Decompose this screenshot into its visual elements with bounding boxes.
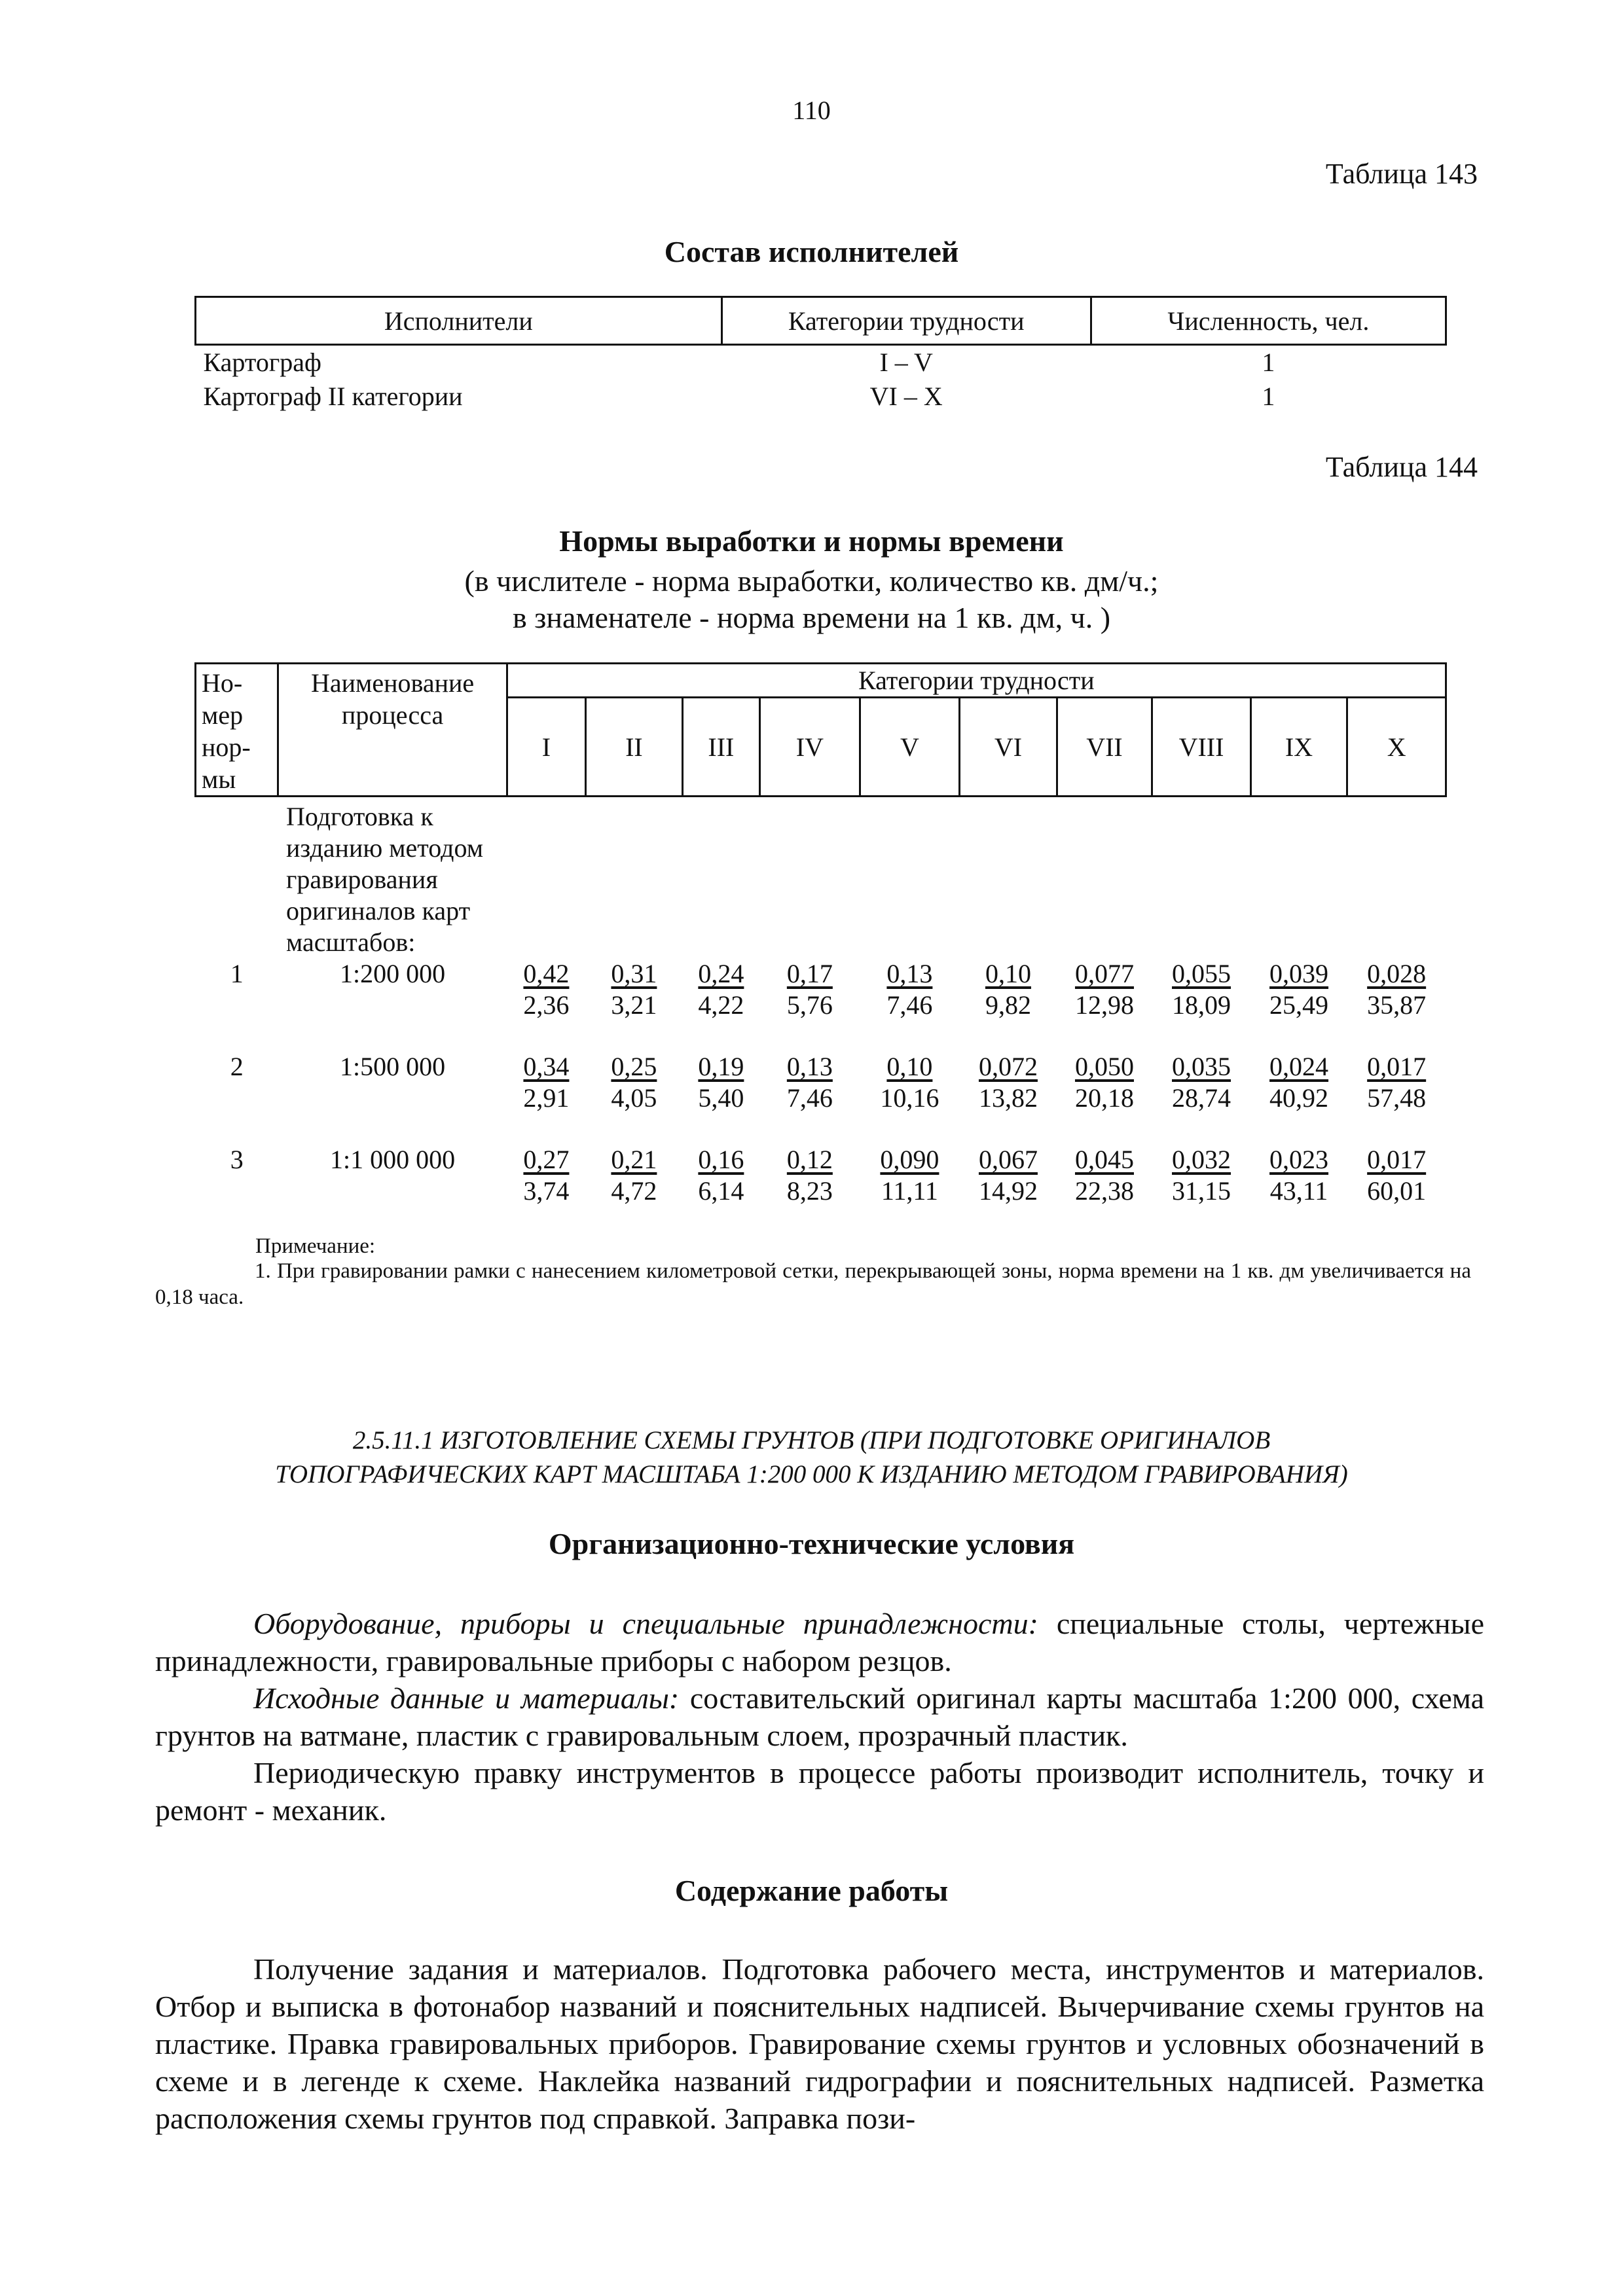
value-cell	[507, 958, 585, 1021]
numerator: 0,017	[1367, 1052, 1427, 1081]
category-header: IX	[1250, 698, 1347, 797]
header-cell: Категории трудности	[721, 297, 1091, 345]
denominator: 8,23	[786, 1176, 833, 1206]
table-row	[196, 1144, 1446, 1207]
numerator: 0,12	[786, 1145, 833, 1174]
denominator: 4,72	[611, 1176, 657, 1206]
row-number: 3	[230, 1145, 244, 1174]
denominator: 3,74	[523, 1176, 570, 1206]
work-content-title: Содержание работы	[674, 1874, 949, 1907]
table-143-title: Состав исполнителей	[664, 235, 959, 268]
category-header: VIII	[1152, 698, 1251, 797]
table-cell: I – V	[879, 348, 933, 377]
value-cell	[760, 1051, 860, 1114]
denominator: 3,21	[611, 990, 657, 1020]
denominator: 57,48	[1367, 1083, 1427, 1113]
paragraph-equipment	[155, 1605, 1484, 1679]
denominator: 14,92	[978, 1176, 1038, 1206]
paragraph-materials	[155, 1679, 1484, 1754]
denominator: 40,92	[1269, 1083, 1329, 1113]
value-cell	[960, 1144, 1057, 1207]
group-label-line: масштабов:	[285, 927, 416, 957]
value-cell	[1152, 1144, 1251, 1207]
value-cell	[960, 958, 1057, 1021]
denominator: 5,40	[698, 1083, 744, 1113]
numerator: 0,25	[611, 1052, 657, 1081]
numerator: 0,24	[698, 959, 744, 988]
value-cell	[1347, 1051, 1446, 1114]
value-cell	[860, 1051, 960, 1114]
value-cell	[1347, 1144, 1446, 1207]
header-categories: Категории трудности	[507, 664, 1446, 698]
numerator: 0,13	[786, 1052, 833, 1081]
table-cell: VI – X	[869, 382, 943, 411]
table-144-caption: Таблица 144	[1325, 451, 1478, 483]
group-label-line: оригиналов карт	[285, 896, 471, 925]
table-header-row	[196, 297, 1446, 345]
value-cell	[682, 1051, 759, 1114]
numerator: 0,13	[886, 959, 933, 988]
denominator: 4,22	[698, 990, 744, 1020]
note-label: Примечание:	[255, 1234, 376, 1258]
denominator: 43,11	[1269, 1176, 1328, 1206]
value-cell	[586, 1144, 683, 1207]
value-cell	[1152, 1051, 1251, 1114]
numerator: 0,072	[978, 1052, 1038, 1081]
table-cell: 1	[1262, 348, 1275, 377]
denominator: 4,05	[611, 1083, 657, 1113]
header-cell: Исполнители	[196, 297, 722, 345]
numerator: 0,055	[1172, 959, 1231, 988]
value-cell	[1152, 958, 1251, 1021]
section-heading	[0, 1424, 1623, 1492]
numerator: 0,10	[886, 1052, 933, 1081]
denominator: 7,46	[786, 1083, 833, 1113]
table-144-subtitle-line2: в знаменателе - норма времени на 1 кв. дм, ч. )	[512, 601, 1111, 634]
org-conditions-title: Организационно-технические условия	[548, 1527, 1075, 1560]
numerator: 0,032	[1172, 1145, 1231, 1174]
denominator: 18,09	[1172, 990, 1231, 1020]
denominator: 9,82	[985, 990, 1031, 1020]
numerator: 0,023	[1269, 1145, 1329, 1174]
value-cell	[682, 958, 759, 1021]
row-scale: 1:500 000	[340, 1052, 446, 1081]
denominator: 5,76	[786, 990, 833, 1020]
numerator: 0,039	[1269, 959, 1329, 988]
group-label-line: гравирования	[285, 865, 438, 894]
value-cell	[507, 1144, 585, 1207]
header-name-line: процесса	[341, 700, 444, 730]
table-144-title: Нормы выработки и нормы времени	[559, 524, 1064, 558]
row-scale: 1:200 000	[340, 959, 446, 988]
value-cell	[760, 1144, 860, 1207]
value-cell	[860, 958, 960, 1021]
value-cell	[760, 958, 860, 1021]
numerator: 0,035	[1172, 1052, 1231, 1081]
table-cell: Картограф II категории	[203, 382, 463, 411]
value-cell	[1347, 958, 1446, 1021]
table-cell: Картограф	[203, 348, 321, 377]
numerator: 0,16	[698, 1145, 744, 1174]
table-row	[196, 1051, 1446, 1114]
row-number: 1	[230, 959, 244, 988]
numerator: 0,19	[698, 1052, 744, 1081]
numerator: 0,42	[523, 959, 570, 988]
row-scale: 1:1 000 000	[330, 1145, 456, 1174]
numerator: 0,024	[1269, 1052, 1329, 1081]
value-cell	[960, 1051, 1057, 1114]
value-cell	[682, 1144, 759, 1207]
category-header: VII	[1057, 698, 1152, 797]
group-label-line: Подготовка к	[285, 802, 433, 831]
table-row	[196, 345, 1446, 380]
table-143	[194, 296, 1447, 414]
numerator: 0,067	[978, 1145, 1038, 1174]
paragraph-label: Исходные данные и материалы:	[253, 1681, 680, 1715]
numerator: 0,045	[1074, 1145, 1134, 1174]
category-header: IV	[760, 698, 860, 797]
category-header: II	[586, 698, 683, 797]
numerator: 0,077	[1074, 959, 1134, 988]
category-header: III	[682, 698, 759, 797]
table-143-caption: Таблица 143	[1325, 158, 1478, 190]
numerator: 0,050	[1074, 1052, 1134, 1081]
denominator: 10,16	[880, 1083, 939, 1113]
value-cell	[586, 958, 683, 1021]
value-cell	[586, 1051, 683, 1114]
numerator: 0,34	[523, 1052, 570, 1081]
category-header: X	[1347, 698, 1446, 797]
numerator: 0,090	[880, 1145, 939, 1174]
table-row	[196, 380, 1446, 414]
paragraph-text: составительский оригинал карты масштаба 1:200 000, схема грунтов на ватмане, пластик с гравировальным слоем, прозрачный пластик.	[155, 1681, 1485, 1752]
header-number	[196, 664, 278, 797]
numerator: 0,017	[1367, 1145, 1427, 1174]
table-144	[194, 662, 1447, 1207]
paragraph-work-content: Получение задания и материалов. Подготовка рабочего места, инструментов и материалов. Отбор и выписка в фотонабор названий и пояснительных надписей. Вычерчивание схемы грунтов на пластике. Правка гравировальных приборов. Гравирование схемы грунтов и условных обозначений в схеме и в легенде к схеме. Наклейка названий гидрографии и пояснительных надписей. Разметка расположения схемы грунтов под справкой. Заправка пози-	[155, 1952, 1484, 2135]
category-header: I	[507, 698, 585, 797]
denominator: 12,98	[1074, 990, 1134, 1020]
value-cell	[1250, 1051, 1347, 1114]
denominator: 7,46	[886, 990, 933, 1020]
numerator: 0,21	[611, 1145, 657, 1174]
section-heading-line: 2.5.11.1 ИЗГОТОВЛЕНИЕ СХЕМЫ ГРУНТОВ (ПРИ ПОДГОТОВКЕ ОРИГИНАЛОВ	[352, 1426, 1271, 1454]
denominator: 13,82	[978, 1083, 1038, 1113]
table-row	[196, 958, 1446, 1021]
denominator: 11,11	[881, 1176, 938, 1206]
denominator: 2,36	[523, 990, 570, 1020]
header-cell: Численность, чел.	[1091, 297, 1446, 345]
table-144-subtitle-line1: (в числителе - норма выработки, количество кв. дм/ч.;	[464, 564, 1159, 598]
value-cell	[1250, 958, 1347, 1021]
header-number-line: нор-	[202, 732, 251, 762]
value-cell	[1057, 958, 1152, 1021]
note-text: 1. При гравировании рамки с нанесением километровой сетки, перекрывающей зоны, норма времени на 1 кв. дм увеличивается на 0,18 часа.	[155, 1259, 1471, 1309]
numerator: 0,17	[786, 959, 833, 988]
numerator: 0,27	[523, 1145, 570, 1174]
denominator: 6,14	[698, 1176, 744, 1206]
header-process-name	[278, 664, 507, 797]
header-number-line: Но-	[202, 668, 243, 698]
group-label-line: изданию методом	[285, 833, 484, 863]
row-number: 2	[230, 1052, 244, 1081]
denominator: 2,91	[523, 1083, 570, 1113]
denominator: 22,38	[1074, 1176, 1134, 1206]
denominator: 35,87	[1367, 990, 1427, 1020]
value-cell	[1057, 1051, 1152, 1114]
value-cell	[860, 1144, 960, 1207]
header-number-line: мер	[202, 700, 244, 730]
group-label-row	[196, 797, 1446, 959]
section-heading-line: ТОПОГРАФИЧЕСКИХ КАРТ МАСШТАБА 1:200 000 К ИЗДАНИЮ МЕТОДОМ ГРАВИРОВАНИЯ)	[275, 1460, 1348, 1488]
page-number: 110	[792, 96, 831, 125]
header-name-line: Наименование	[310, 668, 475, 698]
numerator: 0,31	[611, 959, 657, 988]
group-label	[278, 797, 507, 959]
denominator: 60,01	[1367, 1176, 1427, 1206]
category-header: VI	[960, 698, 1057, 797]
denominator: 20,18	[1074, 1083, 1134, 1113]
denominator: 31,15	[1172, 1176, 1231, 1206]
denominator: 28,74	[1172, 1083, 1231, 1113]
header-number-line: мы	[202, 764, 236, 794]
paragraph-maintenance: Периодическую правку инструментов в процессе работы производит исполнитель, точку и ремонт - механик.	[155, 1756, 1484, 1827]
table-cell: 1	[1262, 382, 1275, 411]
value-cell	[1250, 1144, 1347, 1207]
paragraph-text: специальные столы, чертежные принадлежности, гравировальные приборы с набором резцов.	[155, 1607, 1484, 1677]
denominator: 25,49	[1269, 990, 1329, 1020]
paragraph-label: Оборудование, приборы и специальные принадлежности:	[253, 1607, 1038, 1640]
category-header: V	[860, 698, 960, 797]
numerator: 0,10	[985, 959, 1031, 988]
numerator: 0,028	[1367, 959, 1427, 988]
value-cell	[507, 1051, 585, 1114]
table-header-row	[196, 664, 1446, 698]
value-cell	[1057, 1144, 1152, 1207]
